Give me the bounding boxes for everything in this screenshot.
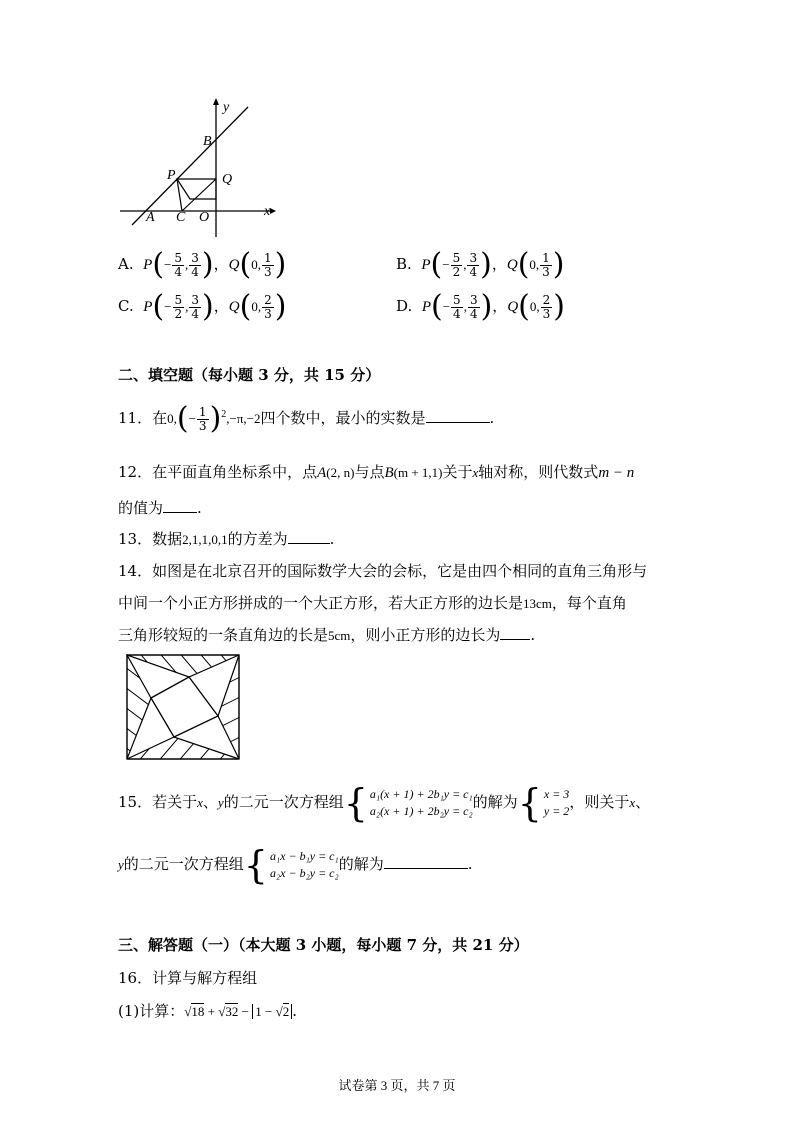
- q-y-fraction: $\frac{2}{3}$: [264, 292, 272, 321]
- quadrilateral-pcoq: [177, 179, 216, 199]
- q11-exp: 2: [221, 409, 227, 420]
- label-q: Q: [222, 172, 233, 187]
- label-a: A: [146, 210, 155, 225]
- label-o: O: [199, 210, 210, 225]
- p-x-fraction: $\frac{5}{4}$: [453, 292, 461, 321]
- p-y-fraction: $\frac{3}{4}$: [469, 250, 478, 279]
- label-y: y: [223, 100, 230, 115]
- label-c: C: [176, 210, 186, 225]
- line-ab: [132, 107, 248, 225]
- q-y-fraction: $\frac{1}{3}$: [263, 250, 272, 279]
- q-y-fraction: $\frac{1}{3}$: [542, 250, 550, 279]
- p-x-fraction: $\frac{5}{2}$: [174, 292, 183, 321]
- question-14-line3: 三角形较短的一条直角边的长是5cm，则小正方形的边长为 .: [118, 626, 536, 644]
- choice-a[interactable]: A. P(− $\frac{5}{4}$ , $\frac{3}{4}$ )，Q(0, $\frac{1}{3}$ ): [118, 247, 287, 282]
- q15-solution: { x = 3 y = 2: [517, 781, 570, 825]
- p-y-fraction: $\frac{3}{4}$: [469, 292, 478, 321]
- q-y-fraction: $\frac{2}{3}$: [542, 292, 551, 321]
- question-16: 16．计算与解方程组: [118, 969, 258, 987]
- inner-square: [151, 677, 218, 737]
- question-13: 13．数据2,1,1,0,1的方差为 .: [118, 530, 335, 548]
- label-x: x: [264, 204, 271, 219]
- choice-c[interactable]: C. P(− $\frac{5}{2}$ , $\frac{3}{4}$ )，Q(0, $\frac{2}{3}$ ): [118, 289, 287, 324]
- y-axis-arrow: [213, 98, 219, 105]
- q14-answer-blank[interactable]: [500, 625, 530, 640]
- p-x-fraction: $\frac{5}{4}$: [174, 250, 183, 279]
- q11-pre: 在: [152, 409, 168, 427]
- question-15-line2: y的二元一次方程组 { a₁x − b₁y = c₁ a₂x − b₂y = c₂ 的解为 .: [118, 843, 473, 887]
- question-12-line2: 的值为 .: [118, 499, 202, 517]
- abs-value: 1 − √2: [252, 1004, 292, 1019]
- page-footer: 试卷第 3 页，共 7 页: [338, 1078, 456, 1093]
- sqrt-32: √32: [218, 1004, 239, 1019]
- q11-answer-blank[interactable]: [426, 408, 490, 423]
- q11-tail: ,−π,−2: [226, 411, 261, 426]
- p-y-fraction: $\frac{3}{4}$: [191, 250, 199, 279]
- q15-system-1: { a₁(x + 1) + 2b₁y = c₁ a₂(x + 1) + 2b₂y = c₂: [343, 781, 473, 825]
- p-x-fraction: $\frac{5}{2}$: [452, 250, 461, 279]
- choice-b[interactable]: B. P(− $\frac{5}{2}$ , $\frac{3}{4}$ )，Q(0, $\frac{1}{3}$ ): [396, 247, 565, 282]
- p-y-fraction: $\frac{3}{4}$: [191, 292, 200, 321]
- label-p: P: [167, 168, 176, 183]
- question-16-part1: (1)计算：√18 + √32 − 1 − √2 .: [118, 1002, 297, 1020]
- q11-fraction: $\frac{1}{3}$: [198, 404, 207, 433]
- coordinate-figure: [110, 95, 290, 240]
- emblem-figure: [126, 654, 240, 760]
- question-11: 11．在0,(− $\frac{1}{3}$ )$^2$,−π,−2四个数中，最小的实数是 .: [118, 401, 495, 436]
- question-14: 14．如图是在北京召开的国际数学大会的会标，它是由四个相同的直角三角形与: [118, 562, 648, 580]
- section-3-title: 三、解答题（一）（本大题 3 小题，每小题 7 分，共 21 分）: [118, 936, 529, 954]
- question-12: 12．在平面直角坐标系中，点A(2, n)与点B(m + 1,1)关于x轴对称，则代数式m − n: [118, 463, 635, 481]
- question-14-line2: 中间一个小正方形拼成的一个大正方形，若大正方形的边长是13cm，每个直角: [118, 594, 627, 612]
- label-b: B: [203, 134, 212, 149]
- section-2-title: 二、填空题（每小题 3 分，共 15 分）: [118, 366, 381, 384]
- q15-system-2: { a₁x − b₁y = c₁ a₂x − b₂y = c₂: [243, 843, 339, 887]
- sqrt-18: √18: [184, 1004, 205, 1019]
- q13-answer-blank[interactable]: [288, 529, 330, 544]
- q12-answer-blank[interactable]: [163, 498, 197, 513]
- choice-d[interactable]: D. P(− $\frac{5}{4}$ , $\frac{3}{4}$ )，Q(0, $\frac{2}{3}$ ): [396, 289, 565, 324]
- question-15: 15．若关于x、y的二元一次方程组 { a₁(x + 1) + 2b₁y = c₁ a₂(x + 1) + 2b₂y = c₂ 的解为 { x = 3 y = 2 ，则关于x、: [118, 781, 651, 825]
- x-axis-arrow: [270, 208, 276, 214]
- q11-text: 四个数中，最小的实数是: [260, 409, 426, 427]
- q11-zero: 0,: [167, 411, 177, 426]
- q15-answer-blank[interactable]: [384, 854, 468, 869]
- q11-num: 11．: [118, 409, 153, 427]
